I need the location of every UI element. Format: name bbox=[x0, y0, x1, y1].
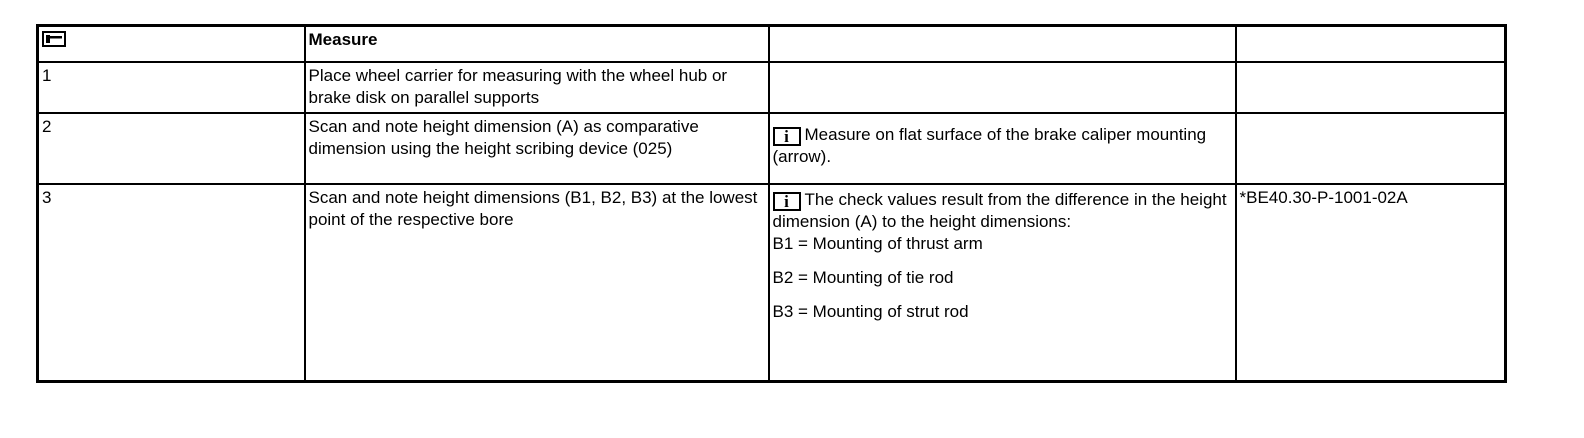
step-action: Scan and note height dimensions (B1, B2, B3) at the lowest point of the respective bore bbox=[305, 184, 769, 382]
header-empty-cell bbox=[769, 26, 1236, 63]
info-icon: i bbox=[773, 192, 801, 211]
measure-header: Measure bbox=[305, 26, 769, 63]
step-note bbox=[769, 184, 1236, 382]
step-note bbox=[769, 113, 1236, 184]
step-reference-link[interactable]: *BE40.30-P-1001-02A bbox=[1236, 184, 1506, 382]
step-reference bbox=[1236, 62, 1506, 113]
step-number: 1 bbox=[38, 62, 305, 113]
step-action: Place wheel carrier for measuring with the wheel hub or brake disk on parallel supports bbox=[305, 62, 769, 113]
hand-pointer-icon bbox=[42, 31, 66, 47]
step-action: Scan and note height dimension (A) as comparative dimension using the height scribing device (025) bbox=[305, 113, 769, 184]
step-number: 3 bbox=[38, 184, 305, 382]
procedure-table bbox=[36, 24, 1507, 383]
note-text: Measure on flat surface of the brake caliper mounting (arrow). bbox=[772, 125, 1207, 166]
step-note bbox=[769, 62, 1236, 113]
table-header-row bbox=[38, 26, 1506, 63]
info-icon: i bbox=[773, 127, 801, 146]
table-row bbox=[38, 184, 1506, 382]
note-text: The check values result from the difference in the height dimension (A) to the height dimensions: bbox=[772, 190, 1227, 231]
note-line-b3: B3 = Mounting of strut rod bbox=[772, 302, 969, 321]
table-row bbox=[38, 113, 1506, 184]
step-reference bbox=[1236, 113, 1506, 184]
step-number: 2 bbox=[38, 113, 305, 184]
note-line-b2: B2 = Mounting of tie rod bbox=[772, 268, 954, 287]
header-empty-cell bbox=[1236, 26, 1506, 63]
header-icon-cell bbox=[38, 26, 305, 63]
table-row bbox=[38, 62, 1506, 113]
note-line-b1: B1 = Mounting of thrust arm bbox=[772, 234, 983, 253]
